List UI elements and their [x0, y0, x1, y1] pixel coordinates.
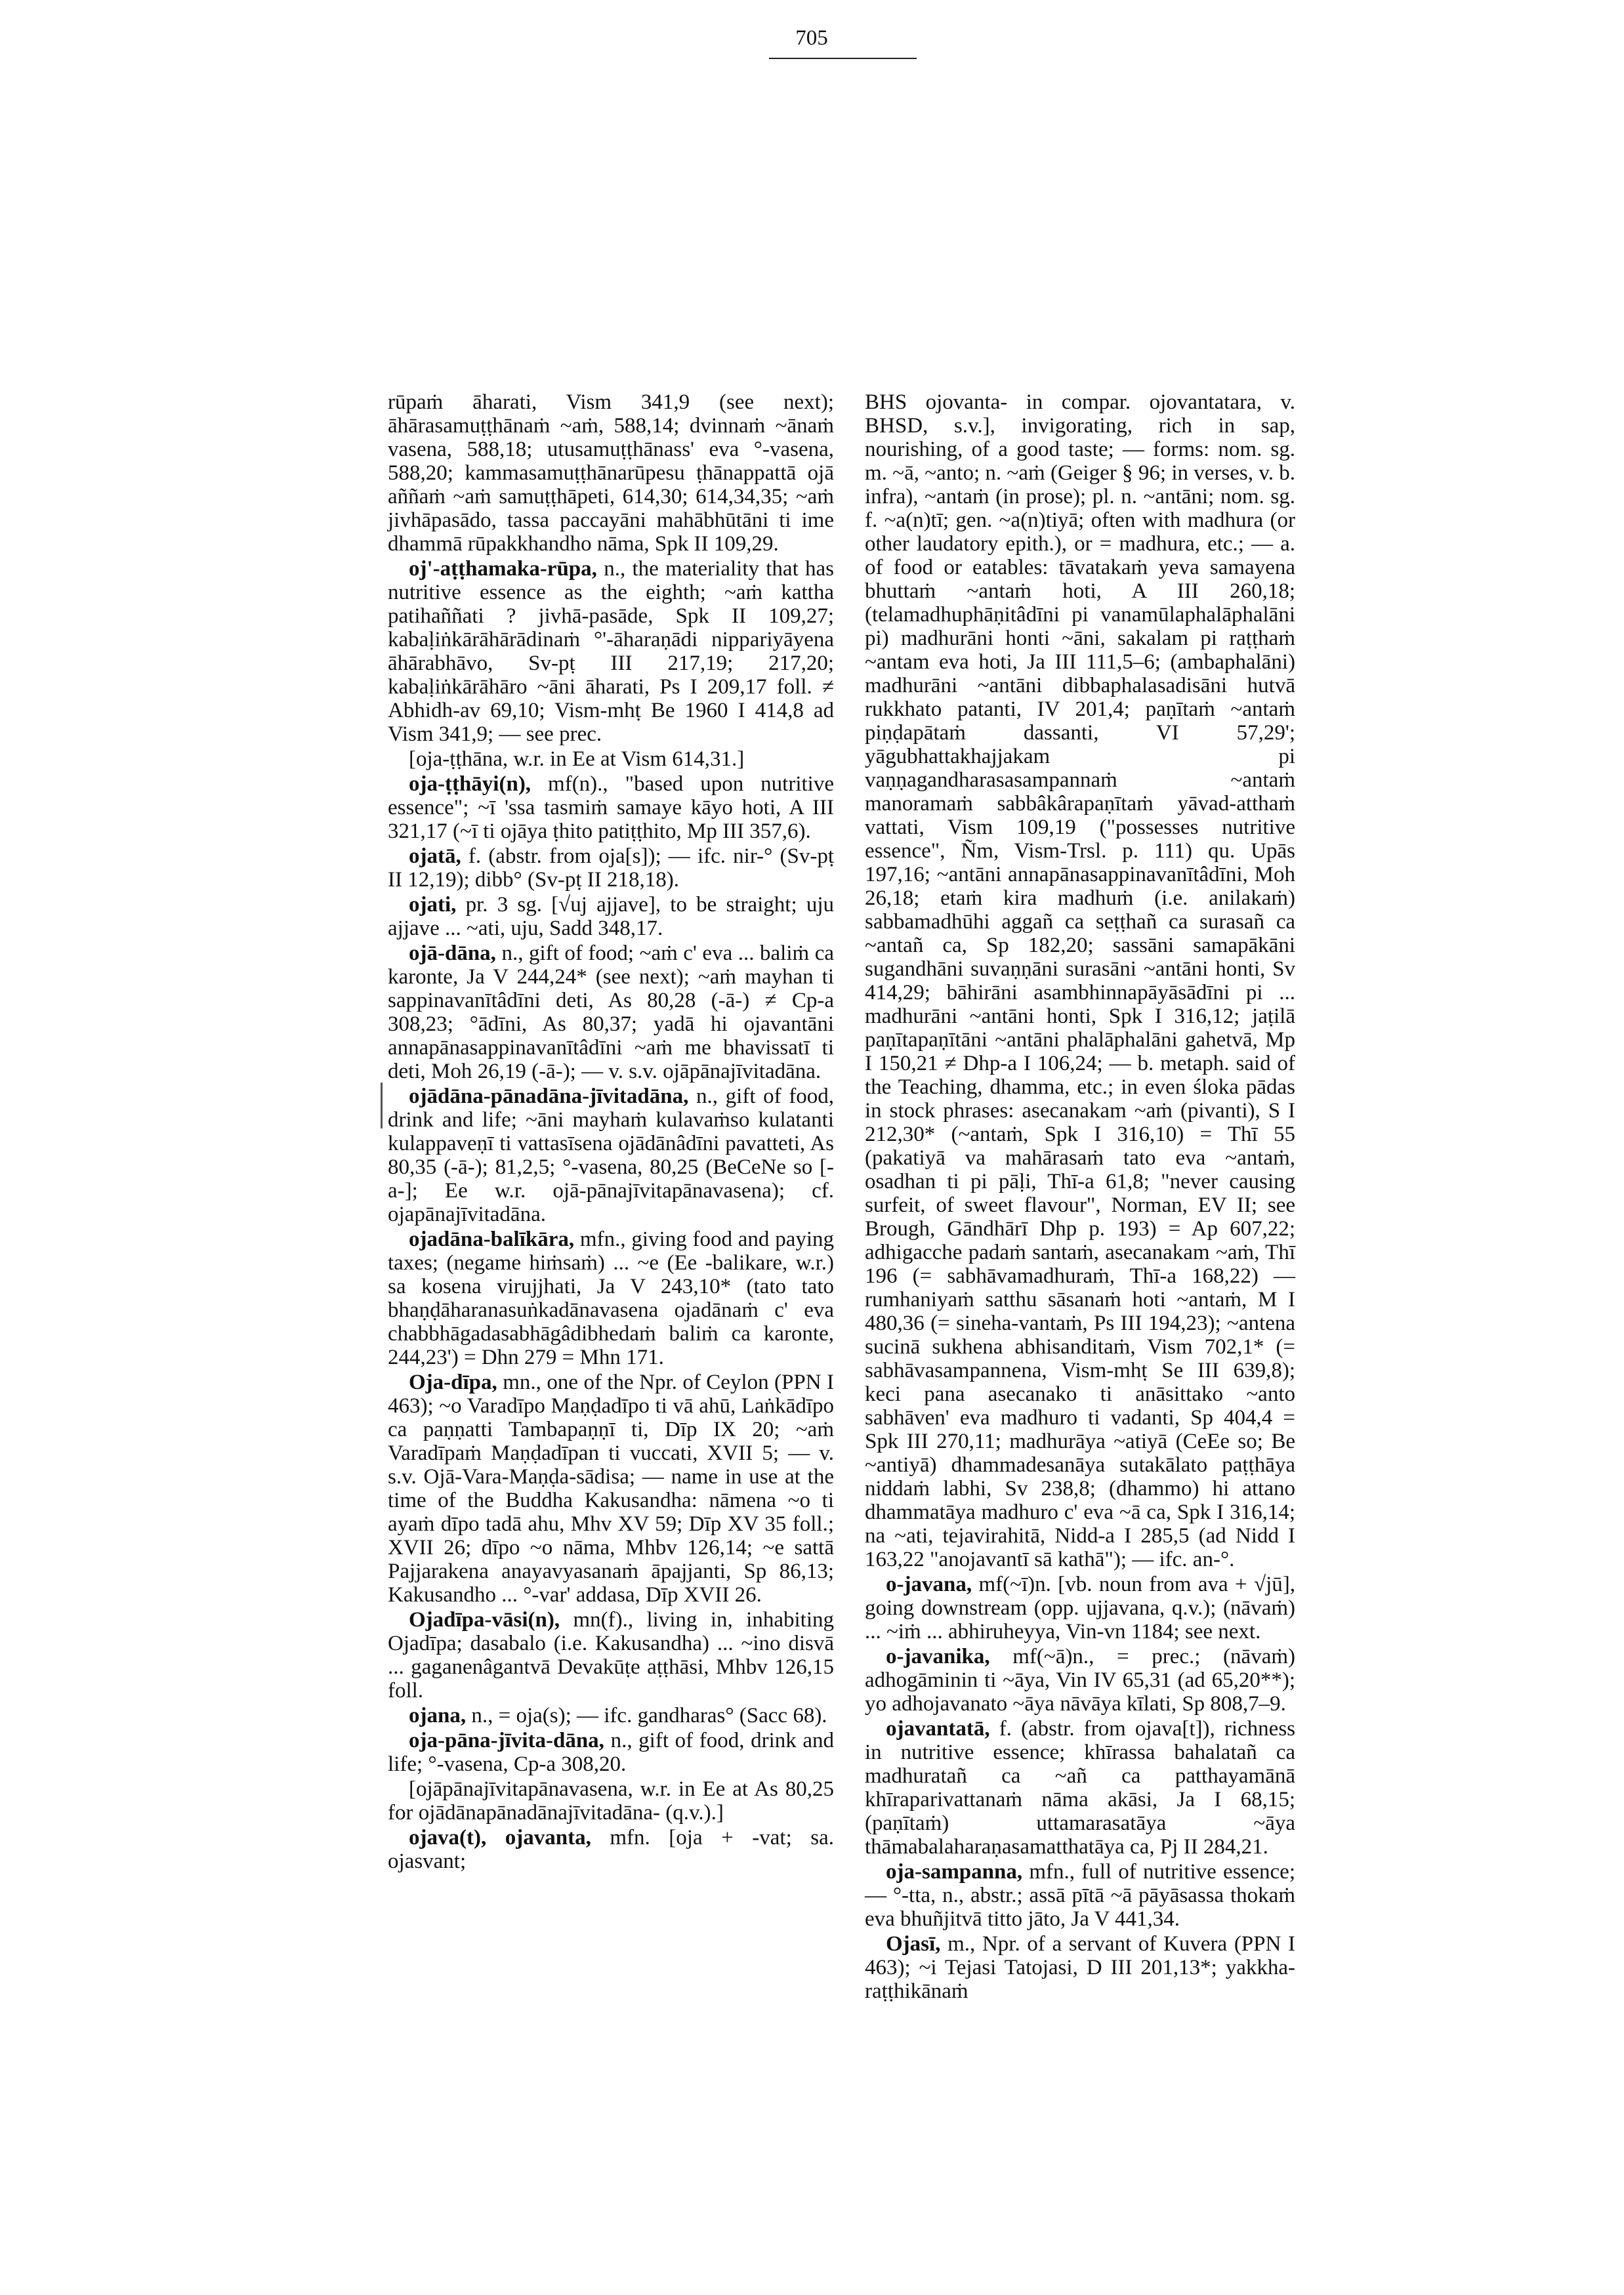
entry-text: rūpaṁ āharati, Vism 341,9 (see next); āhārasamuṭṭhānaṁ ~aṁ, 588,14; dvinnaṁ ~ānaṁ vasena, 588,18; utusamuṭṭhānass' eva °-vasena, 588,20; kammasamuṭṭhānarūpesu ṭhānappattā ojā aññaṁ ~aṁ samuṭṭhāpeti, 614,30; 614,34,35; ~aṁ jivhāpasādo, tassa paccayāni mahābhūtāni ti ime dhammā rūpakkhandho nāma, Spk II 109,29. — [388, 390, 834, 556]
entry-text: mn(f)., living in, inhabiting Ojadīpa; dasabalo (i.e. Kakusandha) ... ~ino disvā ... gaganenâgantvā Devakūṭe aṭṭhāsi, Mhbv 126,15 foll. — [388, 1608, 834, 1703]
dictionary-entry — [388, 1777, 834, 1825]
entry-text: mn., one of the Npr. of Ceylon (PPN I 463); ~o Varadīpo Maṇḍadīpo ti vā ahū, Laṅkādīpo ca paṇṇatti Tambapaṇṇī ti, Dīp IX 20; ~aṁ Varadīpaṁ Maṇḍadīpan ti vuccati, XVII 5; — v. s.v. Ojā-Vara-Maṇḍa-sādisa; — name in use at the time of the Buddha Kakusandha: nāmena ~o ti ayaṁ dīpo tadā ahu, Mhv XV 59; Dīp XV 35 foll.; XVII 26; dīpo ~o nāma, Mhbv 126,14; ~e sattā Pajjarakena anayavyasanaṁ āpajjanti, Sp 86,13; Kakusandho ... °-var' addasa, Dīp XVII 26. — [388, 1371, 835, 1607]
entry-headword: Ojasī, — [886, 1932, 941, 1956]
entry-text: [ojāpānajīvitapānavasena, w.r. in Ee at As 80,25 for ojādānapānadānajīvitadāna- (q.v.).] — [388, 1777, 834, 1825]
dictionary-entry — [388, 1826, 834, 1873]
dictionary-entry — [388, 390, 834, 556]
dictionary-entry — [388, 1729, 834, 1776]
dictionary-entry — [388, 1704, 834, 1727]
dictionary-entry — [865, 1717, 1295, 1859]
entry-text: f. (abstr. from oja[s]); — ifc. nir-° (Sv-pṭ II 12,19); dibb° (Sv-pṭ II 218,18). — [388, 844, 835, 892]
entry-headword: ojādāna-pānadāna-jīvitadāna, — [409, 1085, 689, 1108]
entry-headword: ojatā, — [409, 844, 461, 868]
dictionary-entry — [388, 1228, 834, 1369]
dictionary-entry — [388, 941, 834, 1083]
entry-headword: Ojadīpa-vāsi(n), — [409, 1608, 560, 1632]
entry-headword: oja-sampanna, — [886, 1860, 1023, 1884]
entry-text: n., the materiality that has nutritive essence as the eighth; ~aṁ kattha patihaññati ? jivhā-pasāde, Spk II 109,27; kabaḷiṅkārāhārādinaṁ °'-āharaṇādi nippariyāyena āhārabhāvo, Sv-pṭ III 217,19; 217,20; kabaḷiṅkārāhāro ~āni āharati, Ps I 209,17 foll. ≠ Abhidh-av 69,10; Vism-mhṭ Be 1960 I 414,8 ad Vism 341,9; — see prec. — [388, 557, 835, 746]
entry-text: mfn., full of nutritive essence; — °-tta, n., abstr.; assā pītā ~ā pāyāsassa thokaṁ eva bhuñjitvā titto jāto, Ja V 441,34. — [865, 1860, 1295, 1931]
dictionary-entry — [865, 1573, 1295, 1644]
entry-headword: o-javanika, — [886, 1645, 990, 1668]
entry-text: n., gift of food, drink and life; ~āni mayhaṁ kulavaṁso kulatanti kulappaveṇī ti vattasīsena ojādānâdīni pavatteti, As 80,35 (-ā-); 81,2,5; °-vasena, 80,25 (BeCeNe so [-a-]; Ee w.r. ojā-pānajīvitapānavasena); cf. ojapānajīvitadāna. — [388, 1085, 835, 1226]
dictionary-entry — [388, 893, 834, 940]
dictionary-entry — [388, 844, 834, 892]
entry-text: mfn., giving food and paying taxes; (negame hiṁsaṁ) ... ~e (Ee -balikare, w.r.) sa kosena virujjhati, Ja V 243,10* (tato tato bhaṇḍāharanasuṅkadānavasena ojadānaṁ c' eva chabbhāgadasabhāgâdibhedaṁ baliṁ ca karonte, 244,23') = Dhn 279 = Mhn 171. — [388, 1228, 835, 1369]
dictionary-entry — [388, 747, 834, 771]
dictionary-entry — [865, 390, 1295, 1571]
margin-mark — [381, 1083, 383, 1128]
entry-text: n., gift of food, drink and life; °-vasena, Cp-a 308,20. — [388, 1729, 835, 1776]
entry-text: n., = oja(s); — ifc. gandharas° (Sacc 68). — [471, 1704, 827, 1727]
entry-text: pr. 3 sg. [√uj ajjave], to be straight; uju ajjave ... ~ati, uju, Sadd 348,17. — [388, 893, 834, 940]
dictionary-entry — [388, 772, 834, 843]
left-column — [388, 390, 834, 1874]
entry-headword: Oja-dīpa, — [409, 1371, 497, 1394]
entry-headword: o-javana, — [886, 1573, 972, 1596]
dictionary-entry — [388, 557, 834, 746]
right-column — [865, 390, 1295, 2004]
entry-headword: ojana, — [409, 1704, 467, 1727]
entry-headword: ojā-dāna, — [409, 941, 496, 965]
entry-text: mfn. [oja + -vat; sa. ojasvant; — [388, 1826, 834, 1873]
page-number: 705 — [795, 26, 828, 50]
dictionary-entry — [388, 1608, 834, 1703]
entry-headword: ojavantatā, — [886, 1717, 990, 1741]
entry-text: mf(~ā)n., = prec.; (nāvaṁ) adhogāminin ti ~āya, Vin IV 65,31 (ad 65,20**); yo adhojavanato ~āya nāvāya kīlati, Sp 808,7–9. — [865, 1645, 1295, 1716]
entry-headword: ojadāna-balīkāra, — [409, 1228, 575, 1251]
entry-headword: ojati, — [409, 893, 457, 917]
page-number-rule — [769, 58, 917, 59]
entry-text: [oja-ṭṭhāna, w.r. in Ee at Vism 614,31.] — [409, 747, 745, 771]
entry-text: mf(~ī)n. [vb. noun from ava + √jū], going downstream (opp. ujjavana, q.v.); (nāvaṁ) ... ~iṁ ... abhiruheyya, Vin-vn 1184; see next. — [865, 1573, 1296, 1644]
entry-text: mf(n)., "based upon nutritive essence"; ~ī 'ssa tasmiṁ samaye kāyo hoti, A III 321,17 (~ī ti ojāya ṭhito patiṭṭhito, Mp III 357,6). — [388, 772, 834, 843]
dictionary-entry — [388, 1371, 834, 1607]
entry-headword: oja-pāna-jīvita-dāna, — [409, 1729, 604, 1752]
dictionary-entry — [865, 1645, 1295, 1716]
entry-headword: oja-ṭṭhāyi(n), — [409, 772, 531, 796]
dictionary-entry — [865, 1932, 1295, 2003]
dictionary-entry — [865, 1860, 1295, 1931]
entry-headword: ojava(t), ojavanta, — [409, 1826, 591, 1850]
entry-text: n., gift of food; ~aṁ c' eva ... baliṁ ca karonte, Ja V 244,24* (see next); ~aṁ mayhan ti sappinavanītâdīni deti, As 80,28 (-ā-) ≠ Cp-a 308,23; °ādīni, As 80,37; yadā hi ojavantāni annapānasappinavanītâdīni ~aṁ me bhavissatī ti deti, Moh 26,19 (-ā-); — v. s.v. ojāpānajīvitadāna. — [388, 941, 835, 1083]
entry-text: f. (abstr. from ojava[t]), richness in nutritive essence; khīrassa bahalatañ ca madhuratañ ca ~añ ca patthayamānā khīraparivattanaṁ nāma akāsi, Ja I 68,15; (paṇītaṁ) uttamarasatāya ~āya thāmabalaharaṇasamatthatāya ca, Pj II 284,21. — [865, 1717, 1296, 1859]
entry-text: BHS ojovanta- in compar. ojovantatara, v. BHSD, s.v.], invigorating, rich in sap, nourishing, of a good taste; — forms: nom. sg. m. ~ā, ~anto; n. ~aṁ (Geiger § 96; in verses, v. b. infra), ~antaṁ (in prose); pl. n. ~antāni; nom. sg. f. ~a(n)tī; gen. ~a(n)tiyā; often with madhura (or other laudatory epith.), or = madhura, etc.; — a. of food or eatables: tāvatakaṁ yeva samayena bhuttaṁ ~antaṁ hoti, A III 260,18; (telamadhuphāṇitâdīni pi vanamūlaphalāphalāni pi) madhurāni honti ~āni, sakalam pi raṭṭhaṁ ~antam eva hoti, Ja III 111,5–6; (ambaphalāni) madhurāni ~antāni dibbaphalasadisāni hutvā rukkhato patanti, IV 201,4; paṇītaṁ ~antaṁ piṇḍapātaṁ dassanti, VI 57,29'; yāgubhattakhajjakam pi vaṇṇagandharasasampannaṁ ~antaṁ manoramaṁ sabbâkârapaṇītaṁ yāvad-atthaṁ vattati, Vism 109,19 ("possesses nutritive essence", Ñm, Vism-Trsl. p. 111) qu. Upās 197,16; ~antāni annapānasappinavanītâdīni, Moh 26,18; etaṁ kira madhuṁ (i.e. anilakaṁ) sabbamadhūhi aggañ ca seṭṭhañ ca surasañ ca ~antañ ca, Sp 182,20; sassāni samapākāni sugandhāni suvaṇṇāni surasāni ~antāni honti, Sv 414,29; bāhirāni asambhinnapāyāsādīni pi ... madhurāni ~antāni honti, Spk I 316,12; jaṭilā paṇītapaṇītāni ~antāni phalāphalāni gahetvā, Mp I 150,21 ≠ Dhp-a I 106,24; — b. metaph. said of the Teaching, dhamma, etc.; in even śloka pādas in stock phrases: asecanakam ~aṁ (pivanti), S I 212,30* (~antaṁ, Spk I 316,10) = Thī 55 (pakatiyā va mahārasaṁ tato eva ~antaṁ, osadhan ti pi pāḷi, Thī-a 61,8; "never causing surfeit, of sweet flavour", Norman, EV II; see Brough, Gāndhārī Dhp p. 193) = Ap 607,22; adhigacche padaṁ santaṁ, asecanakam ~aṁ, Thī 196 (= sabhāvamadhuraṁ, Thī-a 168,22) — rumhaniyaṁ satthu sāsanaṁ hoti ~antaṁ, M I 480,36 (= sineha-vantaṁ, Ps III 194,23); ~antena sucinā sukhena abhisanditaṁ, Vism 702,1* (= sabhāvasampannena, Vism-mhṭ Se III 639,8); keci pana asecanako ti anāsittako ~anto sabhāven' eva madhuro ti vadanti, Sp 404,4 = Spk III 270,11; madhurāya ~atiyā (CeEe so; Be ~antiyā) dhammadesanāya sutakālato paṭṭhāya niddaṁ labhi, Sv 238,8; (dhammo) hi attano dhammatāya madhuro c' eva ~ā ca, Spk I 316,14; na ~ati, tejavirahitā, Nidd-a I 285,5 (ad Nidd I 163,22 "anojavantī sā kathā"); — ifc. an-°. — [865, 390, 1295, 1571]
dictionary-entry — [388, 1085, 834, 1226]
entry-headword: oj'-aṭṭhamaka-rūpa, — [409, 557, 597, 581]
entry-text: m., Npr. of a servant of Kuvera (PPN I 463); ~i Tejasi Tatojasi, D III 201,13*; yakkha-raṭṭhikānaṁ — [865, 1932, 1296, 2003]
